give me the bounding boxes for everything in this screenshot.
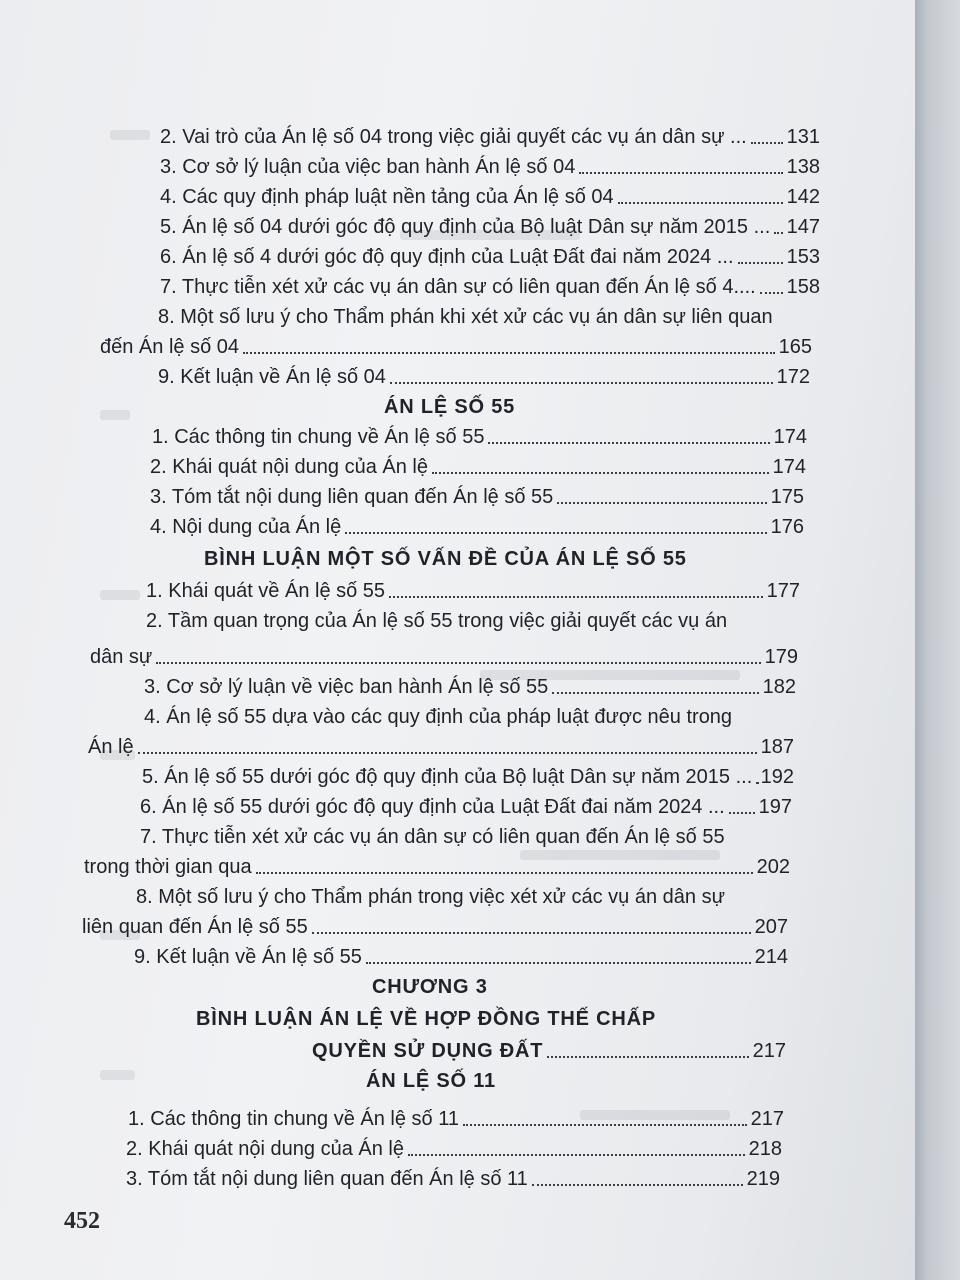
toc-entry: 6. Án lệ số 55 dưới góc độ quy định của Luật Đất đai năm 2024 ... 197 [140,796,792,818]
toc-entry-first-line: 8. Một số lưu ý cho Thẩm phán khi xét xử các vụ án dân sự liên quan [158,306,773,328]
section-heading: ÁN LỆ SỐ 11 [366,1070,496,1092]
toc-entry: 4. Các quy định pháp luật nền tảng của Án lệ số 04 142 [160,186,820,208]
chapter-title-entry: QUYỀN SỬ DỤNG ĐẤT 217 [312,1040,786,1062]
toc-entry: đến Án lệ số 04 165 [100,336,812,358]
toc-entry: 6. Án lệ số 4 dưới góc độ quy định của Luật Đất đai năm 2024 ... 153 [160,246,820,268]
toc-entry-first-line: 7. Thực tiễn xét xử các vụ án dân sự có liên quan đến Án lệ số 55 [140,826,725,848]
toc-entry: 3. Cơ sở lý luận về việc ban hành Án lệ số 55 182 [144,676,796,698]
toc-entry-first-line: 8. Một số lưu ý cho Thẩm phán trong việc xét xử các vụ án dân sự [136,886,725,908]
toc-entry: 4. Nội dung của Án lệ 176 [150,516,804,538]
section-heading: BÌNH LUẬN MỘT SỐ VẤN ĐỀ CỦA ÁN LỆ SỐ 55 [204,548,687,570]
toc-entry: 9. Kết luận về Án lệ số 55 214 [134,946,788,968]
toc-entry: trong thời gian qua 202 [84,856,790,878]
toc-entry: 2. Khái quát nội dung của Án lệ 218 [126,1138,782,1160]
toc-entry: 5. Án lệ số 55 dưới góc độ quy định của Bộ luật Dân sự năm 2015 ... 192 [142,766,794,788]
chapter-label: CHƯƠNG 3 [372,976,488,998]
toc-entry: 9. Kết luận về Án lệ số 04 172 [158,366,810,388]
toc-entry: 3. Cơ sở lý luận của việc ban hành Án lệ số 04 138 [160,156,820,178]
toc-entry-first-line: 2. Tầm quan trọng của Án lệ số 55 trong việc giải quyết các vụ án [146,610,728,632]
toc-entry: 7. Thực tiễn xét xử các vụ án dân sự có liên quan đến Án lệ số 4.... 158 [160,276,820,298]
toc-entry: 1. Khái quát về Án lệ số 55 177 [146,580,800,602]
toc-entry: 2. Khái quát nội dung của Án lệ 174 [150,456,806,478]
toc-entry: 1. Các thông tin chung về Án lệ số 55 174 [152,426,807,448]
section-heading: ÁN LỆ SỐ 55 [384,396,516,418]
page-number: 452 [64,1208,100,1234]
toc-entry: 1. Các thông tin chung về Án lệ số 11 217 [128,1108,784,1130]
chapter-title: BÌNH LUẬN ÁN LỆ VỀ HỢP ĐỒNG THẾ CHẤP [196,1008,656,1030]
toc-entry: 5. Án lệ số 04 dưới góc độ quy định của Bộ luật Dân sự năm 2015 ... 147 [160,216,820,238]
toc-entry: Án lệ 187 [88,736,794,758]
toc-entry: 2. Vai trò của Án lệ số 04 trong việc giải quyết các vụ án dân sự ... 131 [160,126,820,148]
book-edge-shadow [915,0,960,1280]
toc-entry: 3. Tóm tắt nội dung liên quan đến Án lệ số 55 175 [150,486,804,508]
toc-entry-first-line: 4. Án lệ số 55 dựa vào các quy định của pháp luật được nêu trong [144,706,733,728]
toc-entry: 3. Tóm tắt nội dung liên quan đến Án lệ số 11 219 [126,1168,780,1190]
toc-entry: liên quan đến Án lệ số 55 207 [82,916,788,938]
toc-entry: dân sự 179 [90,646,798,668]
